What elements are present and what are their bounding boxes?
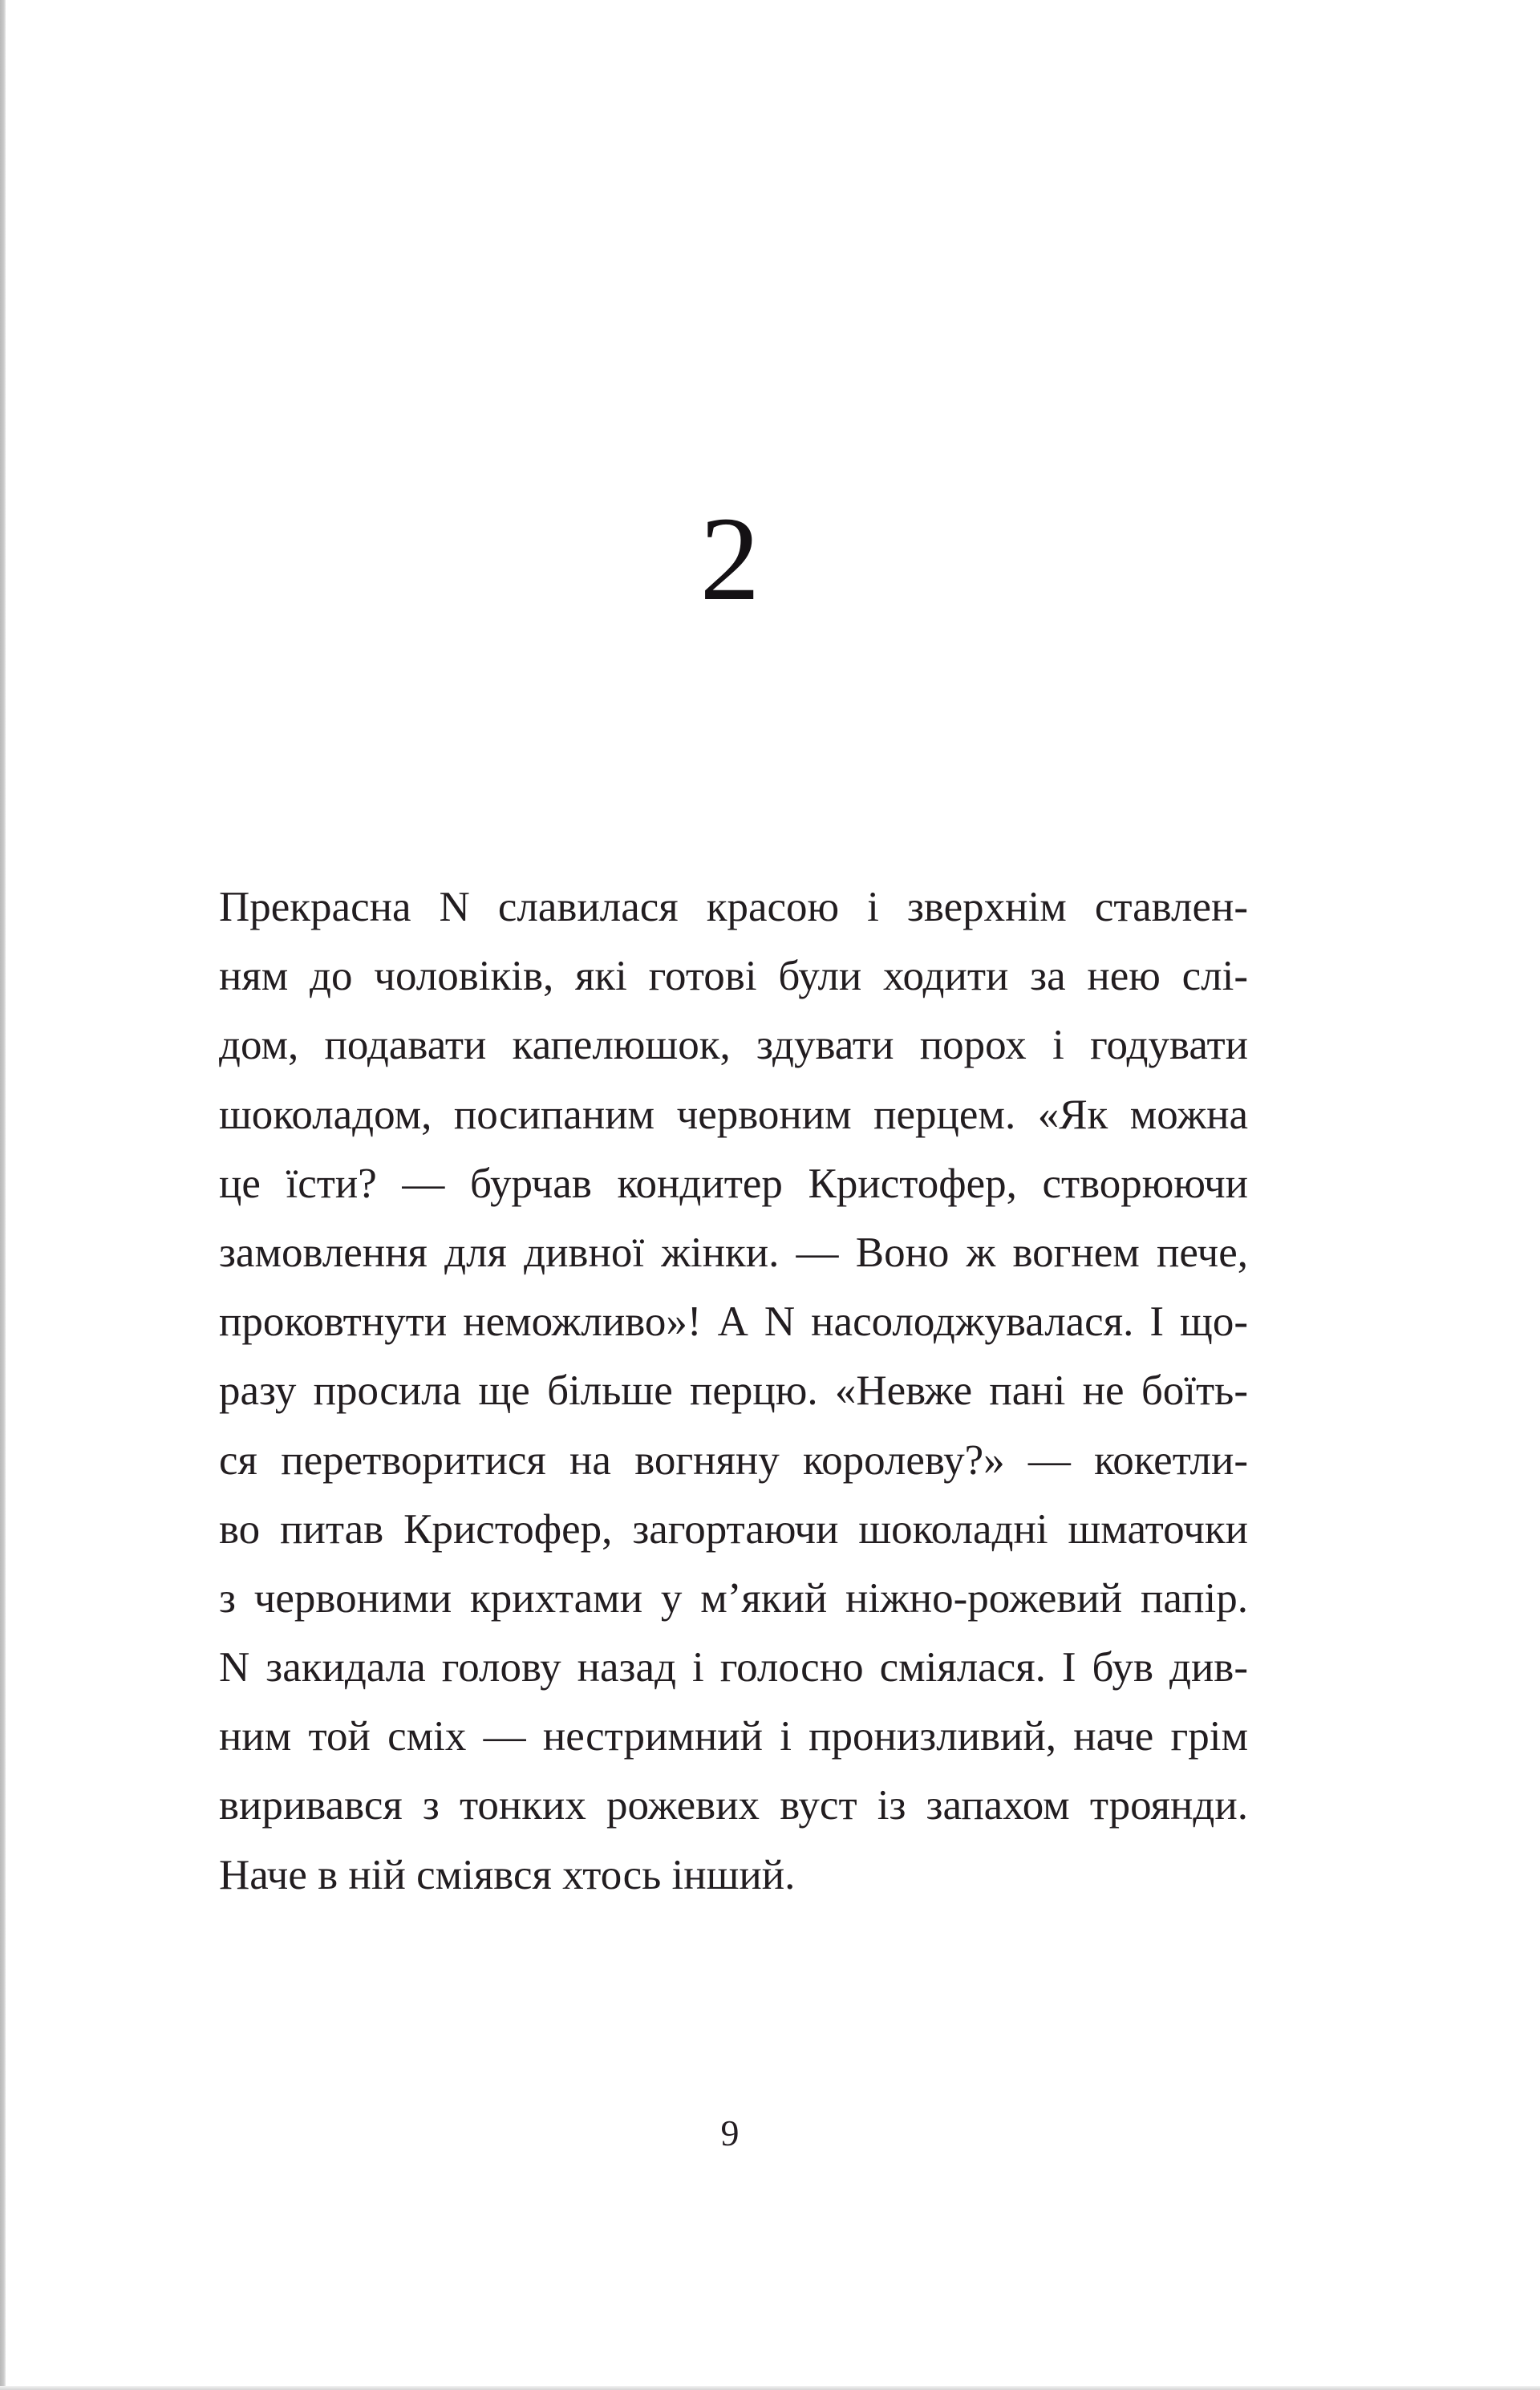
text-line: шоколадом, посипаним червоним перцем. «Як можна	[219, 1091, 1248, 1138]
chapter-paragraph	[219, 873, 1248, 1910]
text-line: ням до чоловіків, які готові були ходити за нею слі-	[219, 953, 1248, 1000]
text-line: N закидала голову назад і голосно сміялася. І був див-	[219, 1644, 1248, 1691]
text-line: проковтнути неможливо»! А N насолоджувалася. І що-	[219, 1298, 1248, 1346]
text-line: Наче в ній сміявся хтось інший.	[219, 1851, 796, 1898]
text-line: виривався з тонких рожевих вуст із запахом троянди.	[219, 1782, 1248, 1829]
text-line: це їсти? — бурчав кондитер Кристофер, створюючи	[219, 1160, 1248, 1207]
page-number: 9	[720, 2113, 740, 2153]
text-line: разу просила ще більше перцю. «Невже пані не боїть-	[219, 1367, 1248, 1415]
text-line: ним той сміх — нестримний і пронизливий, наче грім	[219, 1713, 1248, 1760]
page-bottom-edge	[0, 2386, 1540, 2390]
chapter-number: 2	[699, 492, 760, 626]
text-line: дом, подавати капелюшок, здувати порох і годувати	[219, 1022, 1248, 1069]
text-line: во питав Кристофер, загортаючи шоколадні шматочки	[219, 1505, 1248, 1553]
text-line: Прекрасна N славилася красою і зверхнім ставлен-	[219, 884, 1248, 930]
text-line: замовлення для дивної жінки. — Воно ж вогнем пече,	[219, 1229, 1248, 1276]
text-line: ся перетворитися на вогняну королеву?» — кокетли-	[219, 1436, 1248, 1484]
text-line: з червоними крихтами у м’який ніжно-рожевий папір.	[219, 1574, 1248, 1622]
page-left-edge	[0, 0, 6, 2390]
